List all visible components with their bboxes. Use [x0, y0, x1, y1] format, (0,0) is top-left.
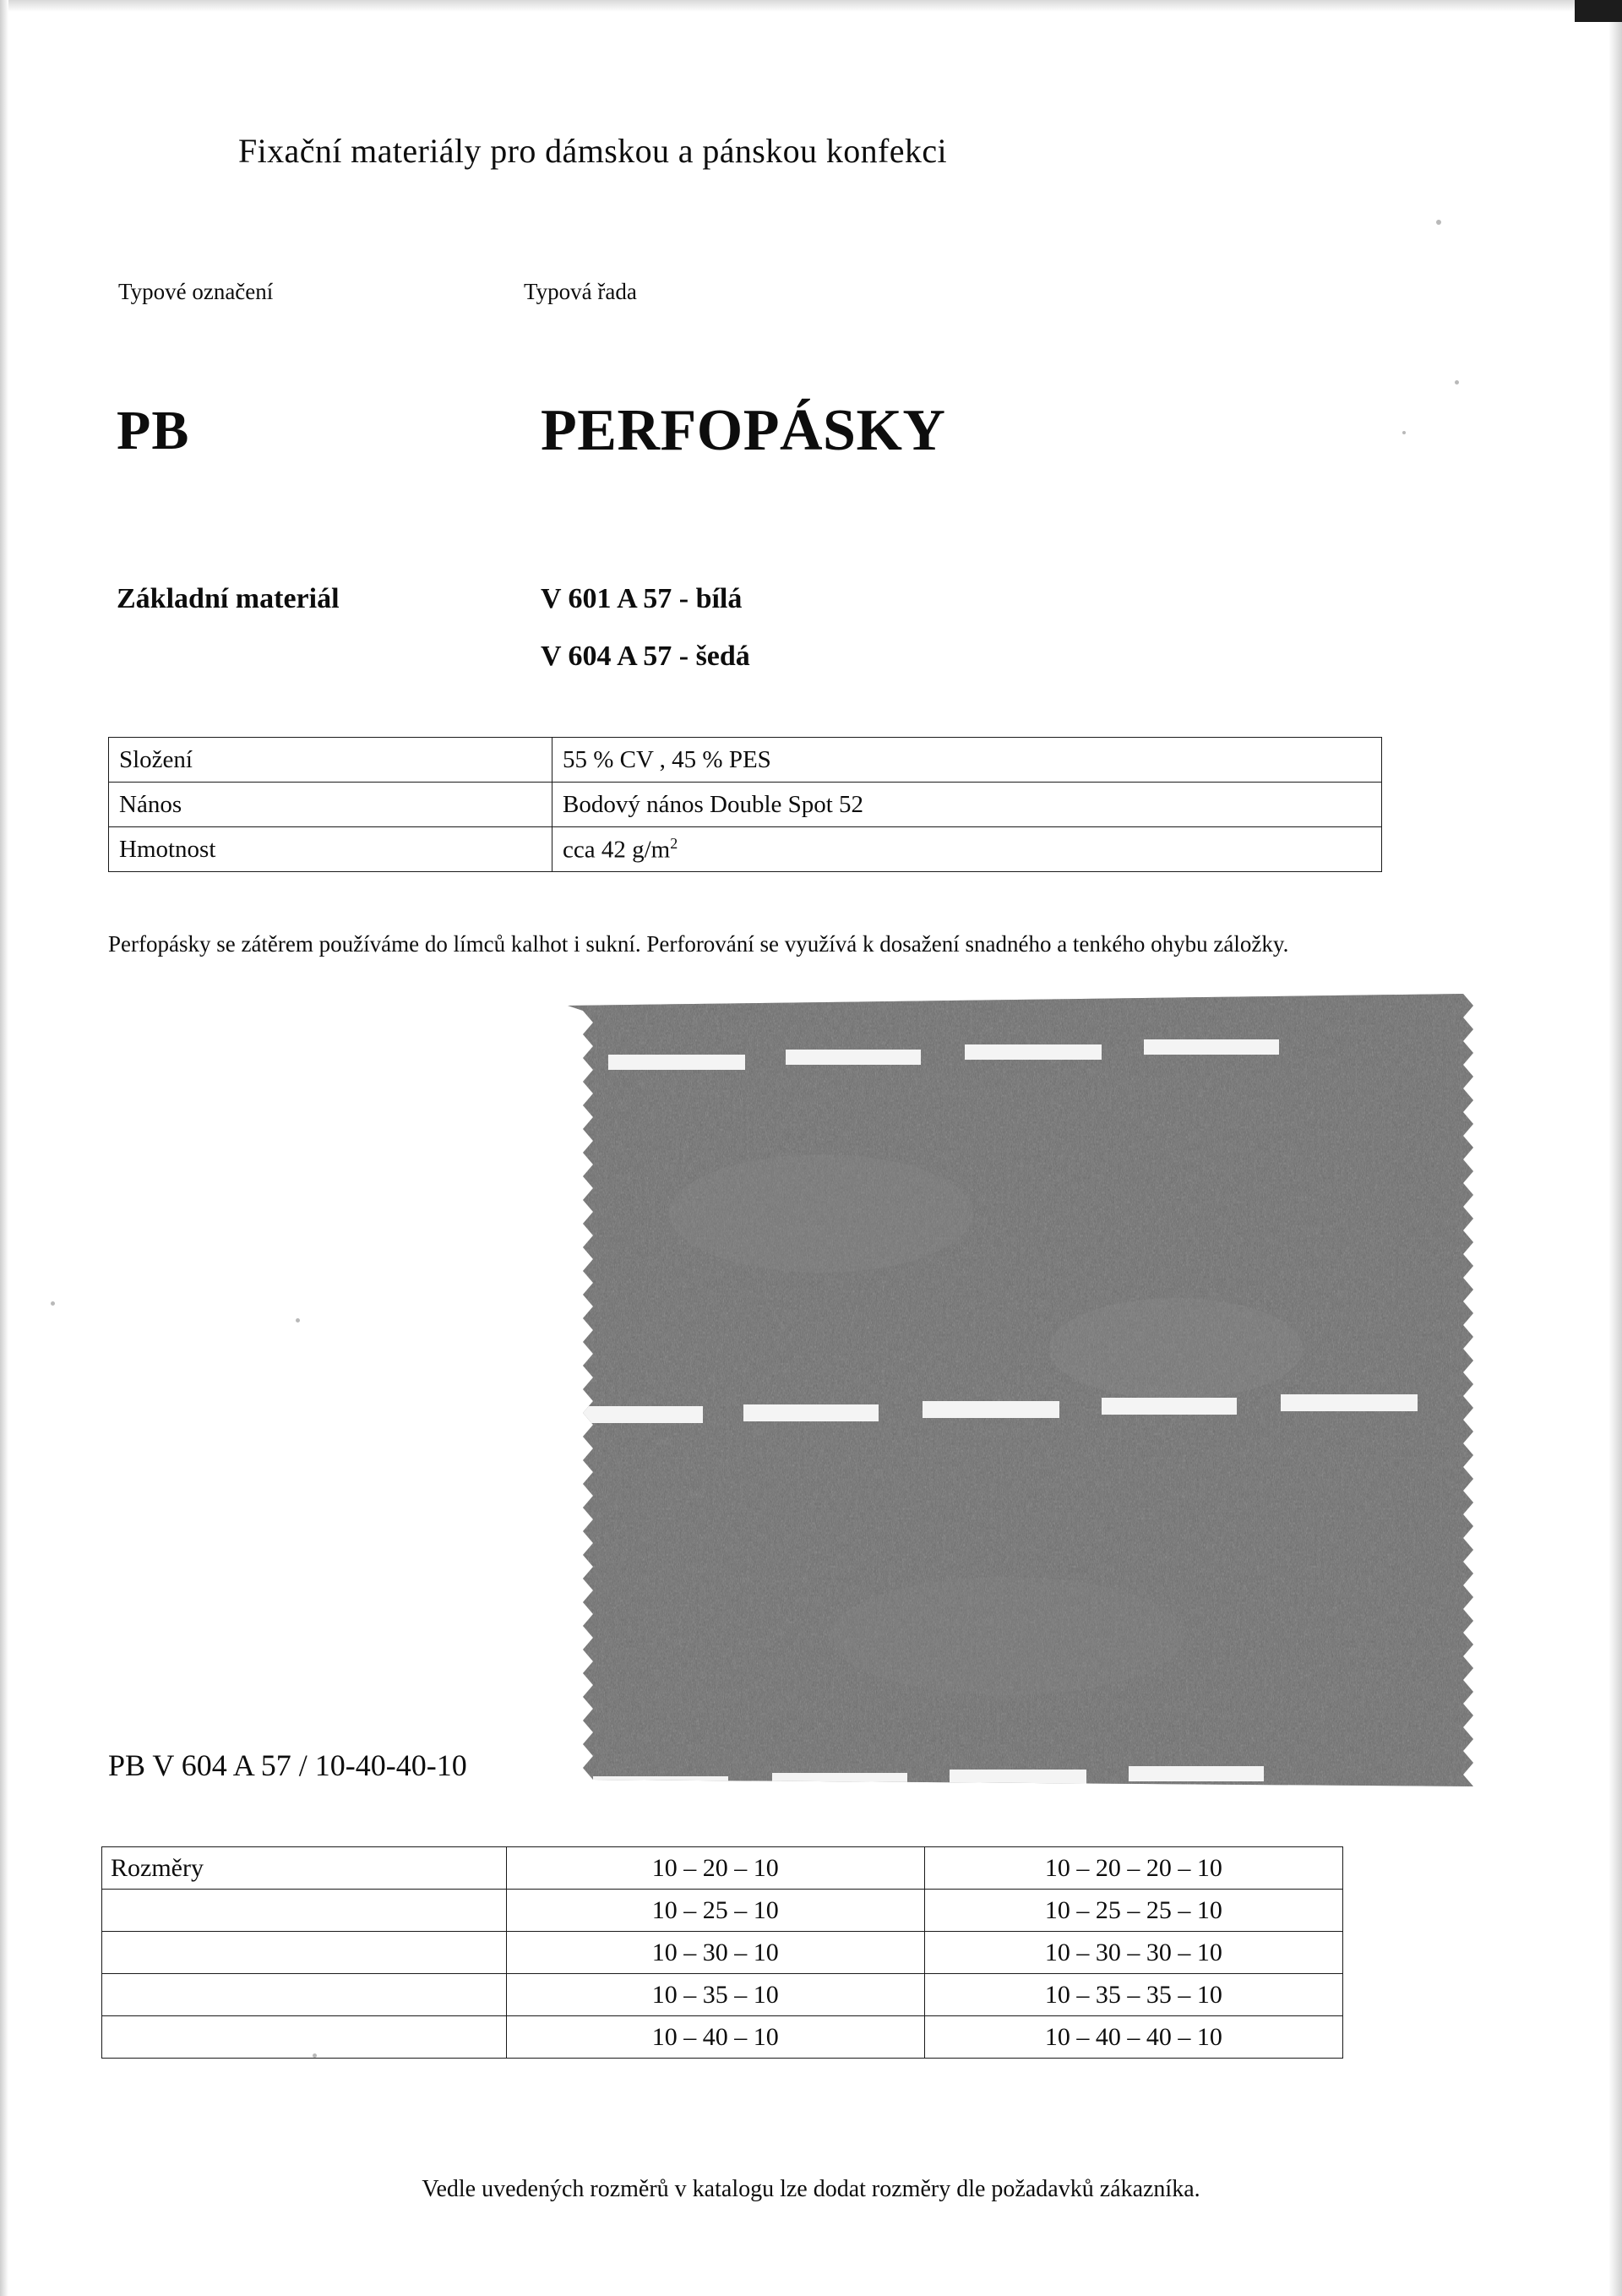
dimensions-blank-3 [102, 1932, 507, 1974]
table-row [102, 1847, 1343, 1890]
scan-speck [296, 1318, 300, 1323]
dimension-right-4: 10 – 35 – 35 – 10 [924, 1974, 1342, 2016]
dimension-left-4: 10 – 35 – 10 [506, 1974, 924, 2016]
dimensions-blank-4 [102, 1974, 507, 2016]
spec-weight-exponent: 2 [670, 834, 678, 852]
table-row [102, 1974, 1343, 2016]
dimension-left-3: 10 – 30 – 10 [506, 1932, 924, 1974]
table-row [102, 2016, 1343, 2059]
table-row [102, 1932, 1343, 1974]
label-type-designation: Typové označení [118, 279, 274, 304]
dimension-right-1: 10 – 20 – 20 – 10 [924, 1847, 1342, 1890]
dimension-left-5: 10 – 40 – 10 [506, 2016, 924, 2059]
specification-table [108, 737, 1382, 872]
spec-key-weight: Hmotnost [109, 827, 552, 872]
table-row [102, 1890, 1343, 1932]
dimensions-blank-2 [102, 1890, 507, 1932]
fabric-swatch-svg [568, 994, 1514, 1788]
table-row [109, 783, 1382, 827]
page-title: Fixační materiály pro dámskou a pánskou konfekci [238, 132, 947, 170]
spec-value-coating: Bodový nános Double Spot 52 [552, 783, 1382, 827]
label-type-series: Typová řada [524, 279, 637, 304]
table-row [109, 827, 1382, 872]
base-material-white: V 601 A 57 - bílá [541, 583, 743, 614]
dimension-left-2: 10 – 25 – 10 [506, 1890, 924, 1932]
scan-speck [1436, 220, 1441, 225]
dimension-right-2: 10 – 25 – 25 – 10 [924, 1890, 1342, 1932]
scan-speck [1455, 380, 1459, 384]
dimensions-table [101, 1846, 1343, 2059]
scan-edge-left [0, 0, 8, 2296]
dimension-right-3: 10 – 30 – 30 – 10 [924, 1932, 1342, 1974]
dimensions-header: Rozměry [102, 1847, 507, 1890]
spec-key-coating: Nános [109, 783, 552, 827]
spec-value-composition: 55 % CV , 45 % PES [552, 738, 1382, 783]
scan-speck [1402, 431, 1406, 434]
scan-corner-mark [1575, 0, 1622, 22]
base-material-grey: V 604 A 57 - šedá [541, 641, 750, 672]
label-base-material: Základní materiál [117, 583, 340, 614]
product-series: PERFOPÁSKY [541, 398, 946, 463]
dimension-right-5: 10 – 40 – 40 – 10 [924, 2016, 1342, 2059]
product-code: PB [117, 400, 190, 461]
footer-note: Vedle uvedených rozměrů v katalogu lze dodat rozměry dle požadavků zákazníka. [422, 2176, 1200, 2202]
spec-weight-text: cca 42 g/m [563, 836, 671, 864]
scan-speck [51, 1301, 55, 1306]
scan-edge-top [0, 0, 1622, 12]
fabric-swatch-image [568, 994, 1514, 1788]
spec-key-composition: Složení [109, 738, 552, 783]
scan-edge-right [1608, 0, 1622, 2296]
description-paragraph: Perfopásky se zátěrem používáme do límců kalhot i sukní. Perforování se využívá k dosažení snadného a tenkého ohybu záložky. [108, 931, 1289, 957]
dimension-left-1: 10 – 20 – 10 [506, 1847, 924, 1890]
dimensions-blank-5 [102, 2016, 507, 2059]
table-row [109, 738, 1382, 783]
spec-value-weight [552, 827, 1382, 872]
swatch-caption: PB V 604 A 57 / 10-40-40-10 [108, 1748, 467, 1782]
